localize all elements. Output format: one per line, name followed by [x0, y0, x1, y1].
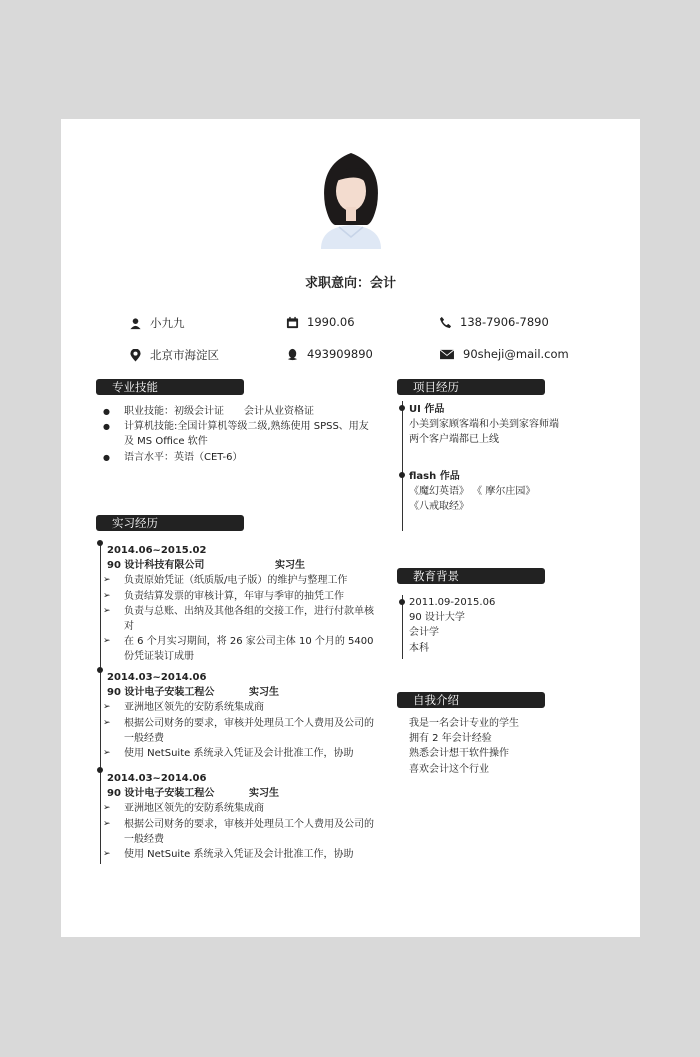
internship-company: 90 设计电子安装工程公 [107, 788, 215, 800]
resume-page [61, 119, 640, 937]
internship-company-row [98, 685, 376, 700]
internship-entry [98, 771, 376, 862]
person-icon [129, 317, 142, 330]
project-line: 两个客户端都已上线 [409, 434, 499, 446]
timeline-dot [399, 599, 405, 605]
section-bar-intro: 自我介绍 [397, 692, 545, 708]
project-title: UI 作品 [409, 404, 445, 415]
internship-date: 2014.06~2015.02 [107, 545, 207, 556]
timeline-dot [399, 405, 405, 411]
project-line: 小美到家顾客端和小美到家容师端 [409, 419, 559, 431]
internship-duty: ➢ 负责结算发票的审核计算，年审与季审的抽凭工作 [98, 589, 376, 604]
contact-birth [286, 315, 355, 329]
section-bar-skills: 专业技能 [96, 379, 244, 395]
internship-date: 2014.03~2014.06 [107, 773, 207, 784]
intro-line: 我是一名会计专业的学生 [409, 718, 519, 729]
internship-duty: ➢ 使用 NetSuite 系统录入凭证及会计批准工作，协助 [98, 847, 376, 862]
intro-line: 熟悉会计想干软件操作 [409, 748, 509, 760]
education-school: 90 设计大学 [409, 612, 465, 624]
skills-list [98, 404, 376, 465]
internship-role: 实习生 [275, 560, 305, 572]
projects-timeline-line [402, 401, 403, 531]
contact-email-text: 90sheji@mail.com [463, 347, 569, 361]
section-bar-education: 教育背景 [397, 568, 545, 584]
internship-duty: ➢ 亚洲地区领先的安防系统集成商 [98, 801, 376, 816]
job-objective-title: 求职意向：会计 [304, 276, 396, 291]
internship-company: 90 设计电子安装工程公 [107, 687, 215, 699]
project-title: flash 作品 [409, 471, 460, 482]
contact-name-text: 小九九 [150, 316, 185, 330]
internship-role: 实习生 [249, 687, 279, 699]
timeline-dot [399, 472, 405, 478]
section-bar-internship: 实习经历 [96, 515, 244, 531]
project-entry [409, 469, 634, 515]
skill-item: ● 语言水平：英语（CET-6） [98, 450, 376, 465]
internship-duty: ➢ 负责原始凭证（纸质版/电子版）的维护与整理工作 [98, 573, 376, 588]
internship-company: 90 设计科技有限公司 [107, 560, 205, 572]
contact-address [129, 347, 219, 363]
internship-entry [98, 670, 376, 761]
internship-duty: ➢ 根据公司财务的要求，审核并处理员工个人费用及公司的一般经费 [98, 817, 376, 847]
section-bar-projects: 项目经历 [397, 379, 545, 395]
intro-line: 拥有 2 年会计经验 [409, 733, 492, 745]
internship-duty: ➢ 负责与总账、出纳及其他各组的交接工作，进行付款单核对 [98, 604, 376, 634]
contact-email [439, 347, 569, 361]
qq-penguin-icon [286, 348, 299, 361]
location-pin-icon [129, 349, 142, 362]
internship-company-row [98, 558, 376, 573]
contact-phone-text: 138-7906-7890 [460, 315, 549, 329]
project-line: 《八戒取经》 [409, 501, 469, 513]
internship-entry [98, 543, 376, 665]
mail-icon [439, 348, 455, 361]
contact-birth-text: 1990.06 [307, 315, 355, 329]
internship-duty: ➢ 使用 NetSuite 系统录入凭证及会计批准工作，协助 [98, 746, 376, 761]
project-line: 《魔幻英语》 《 摩尔庄园》 [409, 486, 536, 498]
internship-duty: ➢ 根据公司财务的要求，审核并处理员工个人费用及公司的一般经费 [98, 716, 376, 746]
contact-phone [439, 315, 549, 329]
contact-address-text: 北京市海淀区 [150, 348, 219, 362]
education-major: 会计学 [409, 627, 439, 639]
profile-photo [311, 145, 391, 249]
phone-icon [439, 316, 452, 329]
internship-role: 实习生 [249, 788, 279, 800]
internship-company-row [98, 786, 376, 801]
self-intro [409, 716, 634, 777]
education-degree: 本科 [409, 642, 429, 654]
contact-qq-text: 493909890 [307, 347, 373, 361]
internship-date: 2014.03~2014.06 [107, 672, 207, 683]
internship-duty: ➢ 在 6 个月实习期间，将 26 家公司主体 10 个月的 5400 份凭证装订成册 [98, 634, 376, 664]
internship-duty: ➢ 亚洲地区领先的安防系统集成商 [98, 700, 376, 715]
skill-item: ● 职业技能：初级会计证 会计从业资格证 [98, 404, 376, 419]
contact-name [129, 315, 185, 331]
contact-qq [286, 347, 373, 361]
education-entry [409, 595, 634, 656]
project-entry [409, 402, 634, 448]
intro-line: 喜欢会计这个行业 [409, 763, 489, 775]
calendar-icon [286, 316, 299, 329]
skill-item: ● 计算机技能:全国计算机等级二级,熟练使用 SPSS、用友及 MS Office 软件 [98, 419, 376, 449]
education-dates: 2011.09-2015.06 [409, 597, 496, 608]
